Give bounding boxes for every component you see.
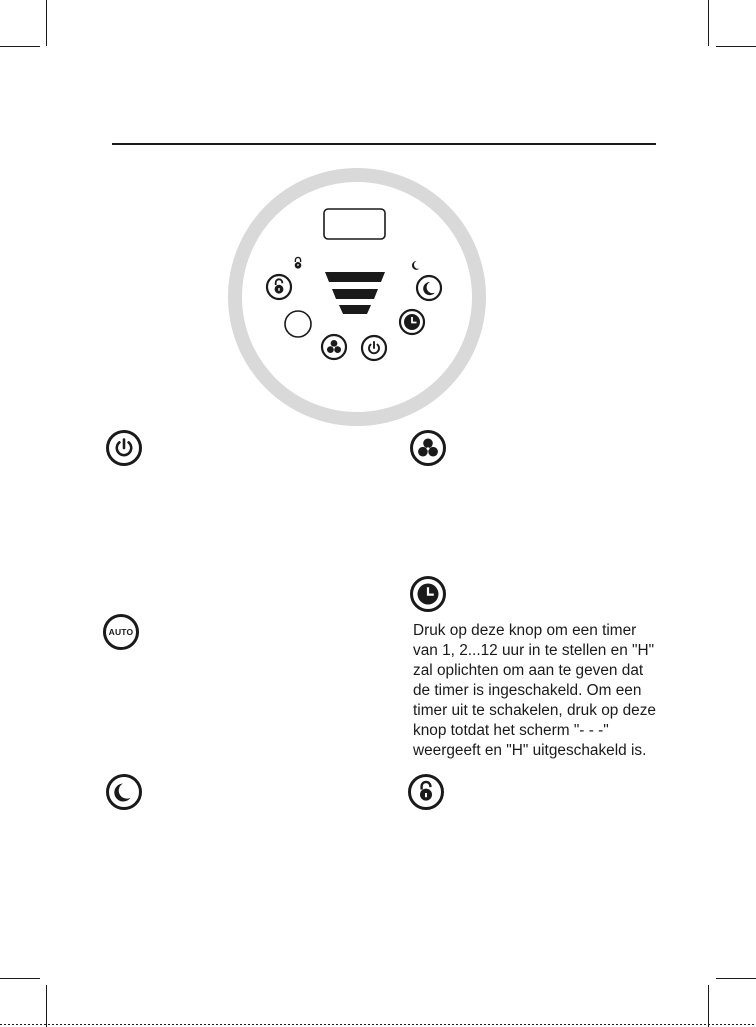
timer-description-line: van 1, 2...12 uur in te stellen en "H"	[413, 642, 655, 659]
power-button	[362, 336, 386, 360]
crop-mark-tr-v	[708, 0, 709, 46]
crop-mark-bl-h	[0, 978, 40, 979]
crop-mark-br-h	[716, 978, 756, 979]
bottom-dotted-line	[0, 1024, 756, 1025]
sleep-button	[417, 276, 441, 300]
timer-description-line: de timer is ingeschakeld. Om een	[413, 682, 642, 699]
speed-bar-2	[332, 289, 378, 299]
timer-description-line: weergeeft en "H" uitgeschakeld is.	[413, 742, 647, 759]
crop-mark-tl-v	[46, 0, 47, 46]
svg-text:z: z	[125, 788, 130, 795]
unlock-button	[267, 275, 291, 299]
sleep-icon	[106, 774, 142, 810]
svg-text:z: z	[430, 285, 434, 292]
power-icon	[106, 430, 142, 466]
timer-description-line: zal oplichten om aan te geven dat	[413, 662, 644, 679]
crop-mark-tr-h	[716, 46, 756, 47]
crop-mark-tl-h	[0, 46, 40, 47]
timer-description-line: timer uit te schakelen, druk op deze	[413, 702, 656, 719]
fan-button	[322, 335, 346, 359]
display-screen	[324, 209, 385, 239]
fan-icon	[410, 430, 446, 466]
timer-button	[400, 310, 424, 334]
crop-mark-br-v	[708, 985, 709, 1027]
auto-button	[285, 311, 311, 337]
timer-icon	[410, 576, 446, 612]
header-rule	[112, 143, 656, 145]
auto-label: AUTO	[108, 627, 134, 637]
speed-bar-3	[339, 305, 371, 314]
auto-icon	[103, 614, 139, 650]
speed-bar-1	[325, 272, 385, 282]
timer-description-line: Druk op deze knop om een timer	[413, 622, 637, 639]
crop-mark-bl-v	[46, 985, 47, 1027]
timer-description	[413, 621, 675, 761]
timer-description-line: knop totdat het scherm "- - -"	[413, 722, 609, 739]
control-panel-diagram	[226, 166, 488, 428]
lock-icon	[408, 774, 444, 810]
